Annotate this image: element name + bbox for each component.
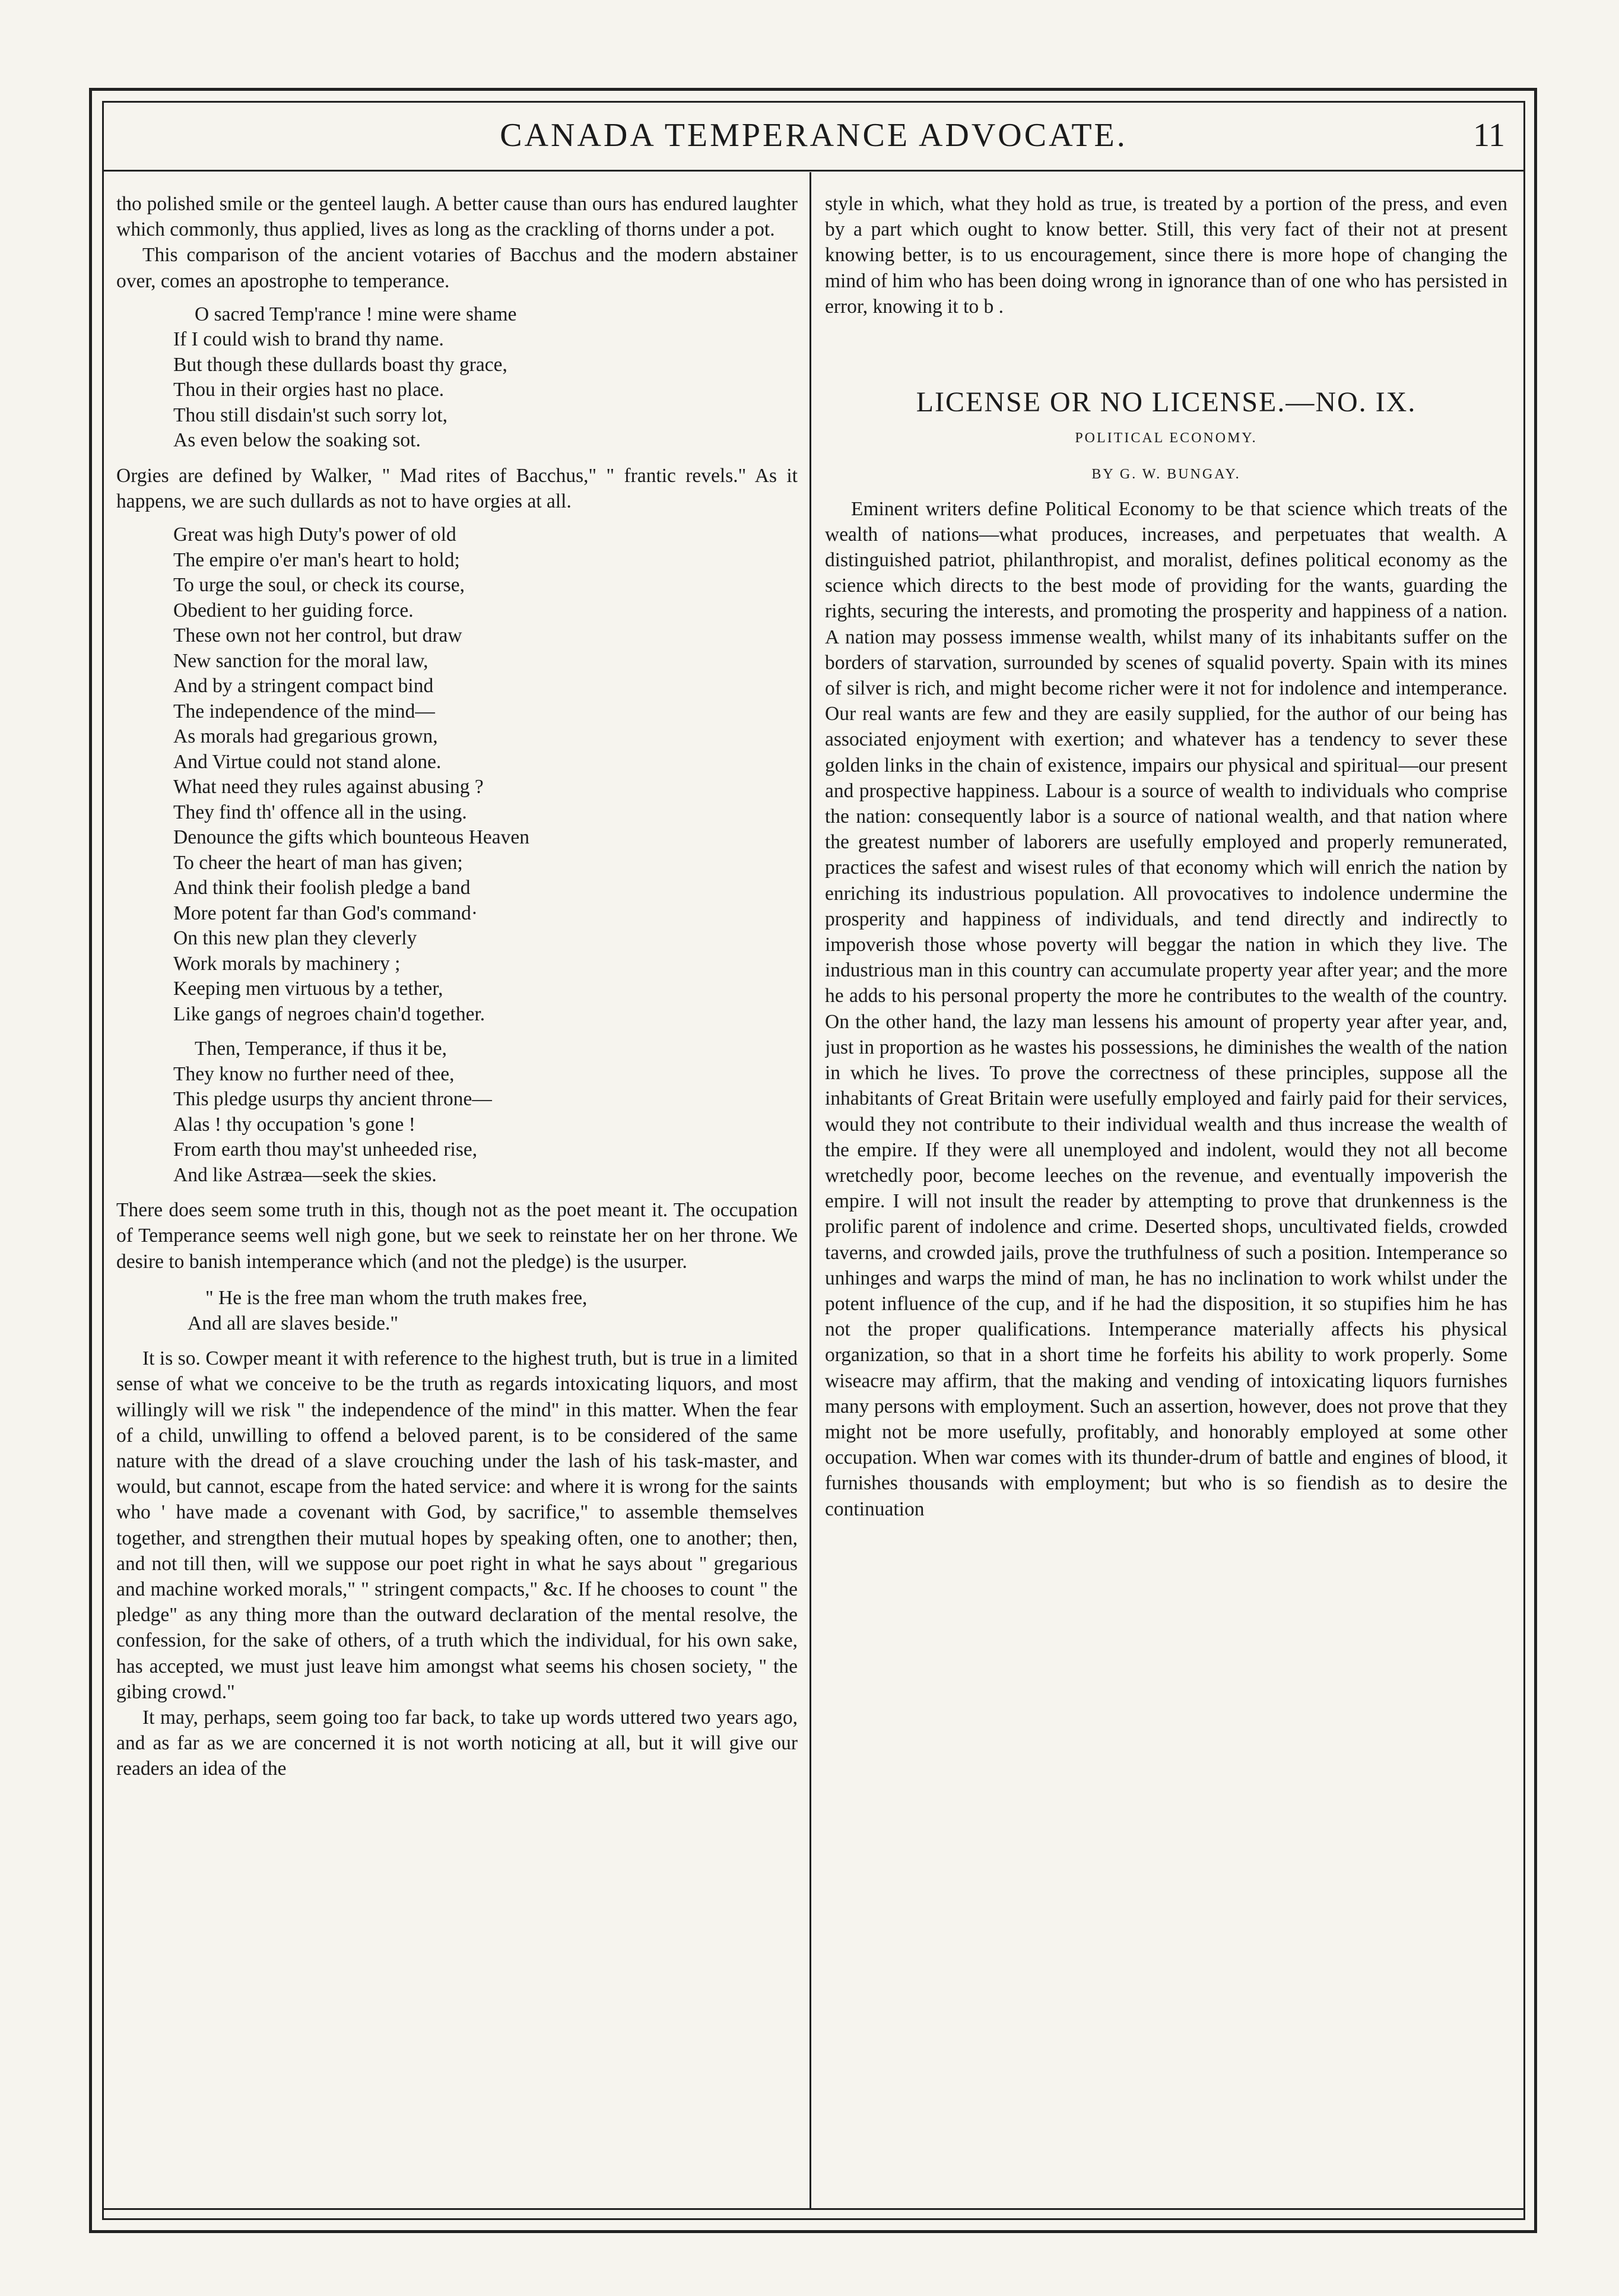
masthead-title: CANADA TEMPERANCE ADVOCATE. [500, 117, 1128, 154]
poem-line: And like Astræa—seek the skies. [173, 1163, 437, 1186]
poem-line: As even below the soaking sot. [173, 429, 421, 452]
poem-line: Like gangs of negroes chain'd together. [173, 1003, 485, 1025]
poem-line: Then, Temperance, if thus it be, [195, 1038, 447, 1060]
poem-line: Keeping men virtuous by a tether, [173, 978, 443, 1000]
poem-line: And Virtue could not stand alone. [173, 750, 442, 773]
poem-line: More potent far than God's command· [173, 902, 478, 924]
right-paragraph-2: Eminent writers define Political Economy to be that science which treats of the wealth of nations—what produces, increases, and perpetuates that wealth. A distinguished patriot, philanthropist, and moralist, defines political economy as the science which directs to the best mode of providing for the wants, guarding the rights, securing the interests, and promoting the prosperity and happiness of a nation. A nation may possess immense wealth, whilst many of its inhabitants suffer on the borders of starvation, surrounded by scenes of squalid poverty. Spain with its mines of silver is rich, and might become richer were it not for indolence and intemperance. Our real wants are few and they are easily supplied, for the author of our being has associated enjoyment with exertion; and whatever has a tendency to sever these golden links in the chain of existence, impairs our physical and spiritual—our present and prospective happiness. Labour is a source of wealth to individuals who comprise the nation: consequently labor is a source of national wealth, and that nation where the greatest number of laborers are usefully employed and properly remunerated, practices the safest and wisest rules of that economy which will enrich the nation by enriching its industrious population. All provocatives to indolence undermine the prosperity and happiness of individuals, and tend directly and indirectly to impoverish those whose poverty will beggar the nation in which they live. The industrious man in this country can accumulate property year after year; and the more he adds to his personal property the more he contributes to the wealth of the country. On the other hand, the lazy man lessens his amount of property year after year, and, just in proportion as he wastes his possessions, he diminishes the wealth of the nation in which he lives. To prove the correctness of these principles, suppose all the inhabitants of Great Britain were usefully employed and fairly paid for their services, would they not contribute to their individual wealth and thus increase the wealth of the empire. If they were all unemployed and indolent, would they not all become wretchedly poor, become leeches on the revenue, and eventually impoverish the empire. I will not insult the reader by attempting to prove that drunkenness is the prolific parent of indolence and crime. Deserted shops, uncultivated fields, crowded taverns, and crowded jails, prove the truthfulness of such a position. Intemperance so unhinges and warps the mind of man, he has no inclination to work whilst under the potent influence of the cup, and if he had the disposition, it so stupifies him he has not the proper qualifications. Intemperance materially affects his physical organization, so that in a short time he forfeits his ability to work properly. Some wiseacre may affirm, that the making and vending of intoxicating liquors furnishes many persons with employment. Such an assertion, however, does not prove that they might not be more usefully, profitably, and honorably employed at some other occupation. When war comes with its thunder-drum of battle and engines of blood, it furnishes thousands with employment; but who is so fiendish as to desire the continuation [825, 497, 1507, 1520]
quote-line: And all are slaves beside." [188, 1312, 399, 1335]
right-column [825, 191, 1507, 2203]
poem-line: This pledge usurps thy ancient throne— [173, 1088, 492, 1111]
article-subtitle: POLITICAL ECONOMY. [1075, 430, 1258, 446]
poem-line: Alas ! thy occupation 's gone ! [173, 1113, 415, 1136]
poem-line: And by a stringent compact bind [173, 675, 434, 697]
poem-line: On this new plan they cleverly [173, 927, 417, 950]
column-divider [810, 172, 811, 2209]
article-byline: BY G. W. BUNGAY. [1091, 467, 1241, 483]
header-divider [102, 170, 1525, 172]
poem-line: Great was high Duty's power of old [173, 524, 456, 546]
poem-line: From earth thou may'st unheeded rise, [173, 1139, 478, 1161]
left-paragraph-1: tho polished smile or the genteel laugh. A better cause than ours has endured laughter which commonly, thus applied, lives as long as the crackling of thorns under a pot. [116, 193, 798, 241]
left-paragraph-2: This comparison of the ancient votaries of Bacchus and the modern abstainer over, comes an apostrophe to temperance. [116, 244, 798, 292]
left-paragraph-3: Orgies are defined by Walker, " Mad rites of Bacchus," " frantic revels." As it happens, we are such dullards as not to have orgies at all. [116, 464, 798, 513]
left-paragraph-5: It is so. Cowper meant it with reference to the highest truth, but is true in a limited sense of what we conceive to be the truth as regards intoxicating liquors, and most willingly will we risk " the independence of the mind" in this matter. When the fear of a child, unwilling to offend a beloved parent, is to be considered of the same nature with the dread of a slave crouching under the lash of his task-master, and would, but cannot, escape from the hated service: and where it is wrong for the saints who ' have made a covenant with God, by sacrifice," to assemble themselves together, and strengthen their mutual hopes by speaking often, one to another; then, and not till then, will we suppose our poet right in what he says about " gregarious and machine worked morals," " stringent compacts," &c. If he chooses to count " the pledge" as any thing more than the outward declaration of the mental resolve, the confession, for the sake of others, of a truth which the individual, for his own sake, has accepted, we must just leave him amongst what seems his chosen society, " the gibing crowd." [116, 1347, 798, 1703]
poem-line: Denounce the gifts which bounteous Heaven [173, 826, 530, 849]
poem-line: If I could wish to brand thy name. [173, 328, 444, 351]
quote-line: " He is the free man whom the truth makes free, [205, 1286, 588, 1309]
poem-line: O sacred Temp'rance ! mine were shame [195, 303, 517, 325]
poem-line: They find th' offence all in the using. [173, 801, 467, 823]
poem-line: The independence of the mind— [173, 700, 435, 722]
poem-stanza-3 [173, 1036, 798, 1188]
left-paragraph-6: It may, perhaps, seem going too far back, to take up words uttered two years ago, and as far as we are concerned it is not worth noticing at all, but it will give our readers an idea of the [116, 1707, 798, 1780]
left-paragraph-4: There does seem some truth in this, though not as the poet meant it. The occupation of Temperance seems well nigh gone, but we seek to reinstate her on her throne. We desire to banish intemperance which (and not the pledge) is the usurper. [116, 1199, 798, 1273]
article-title: LICENSE OR NO LICENSE.—NO. IX. [916, 386, 1417, 418]
poem-line: Work morals by machinery ; [173, 952, 401, 975]
page-number: 11 [1473, 117, 1505, 154]
footer-divider [102, 2208, 1525, 2210]
poem-stanza-2 [173, 522, 798, 1027]
poem-line: And think their foolish pledge a band [173, 877, 471, 899]
left-column [116, 191, 798, 2203]
poem-line: These own not her control, but draw [173, 624, 462, 647]
poem-line: But though these dullards boast thy grace, [173, 353, 507, 376]
poem-line: As morals had gregarious grown, [173, 725, 438, 748]
cowper-quote [116, 1285, 798, 1336]
right-paragraph-1: style in which, what they hold as true, is treated by a portion of the press, and even by a part which ought to know better. Still, this very fact of their not at present knowing better, is to us encouragement, since there is more hope of changing the mind of him who has been doing wrong in ignorance than of one who has persisted in error, knowing it to b . [825, 193, 1507, 318]
poem-line: New sanction for the moral law, [173, 649, 428, 672]
poem-line: To urge the soul, or check its course, [173, 574, 465, 597]
poem-line: Thou still disdain'st such sorry lot, [173, 404, 447, 426]
poem-stanza-1 [173, 302, 798, 454]
poem-line: Thou in their orgies hast no place. [173, 379, 445, 401]
poem-line: What need they rules against abusing ? [173, 776, 484, 798]
poem-line: The empire o'er man's heart to hold; [173, 548, 460, 571]
poem-line: They know no further need of thee, [173, 1063, 455, 1085]
poem-line: To cheer the heart of man has given; [173, 851, 463, 874]
poem-line: Obedient to her guiding force. [173, 599, 414, 621]
masthead [102, 116, 1525, 164]
